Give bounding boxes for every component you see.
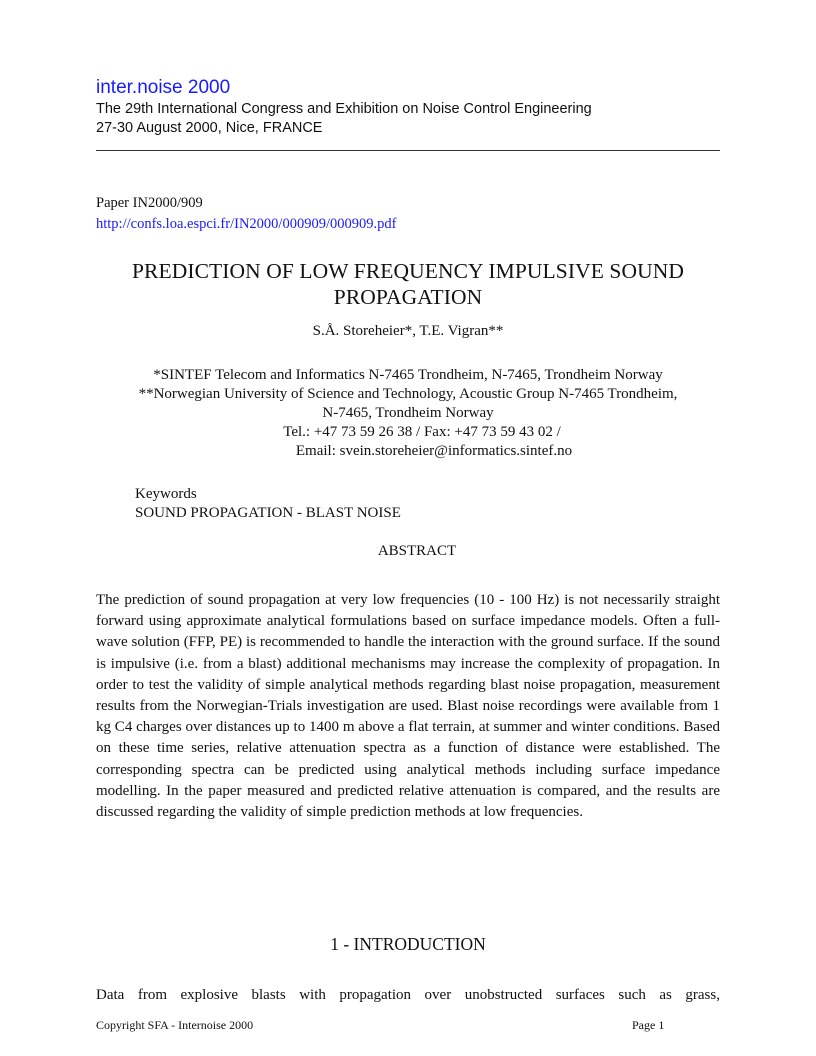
- keywords-value: SOUND PROPAGATION - BLAST NOISE: [135, 505, 401, 521]
- affiliation-line-1: *SINTEF Telecom and Informatics N-7465 Trondheim, N-7465, Trondheim Norway: [153, 367, 663, 383]
- header-divider: [96, 150, 720, 151]
- footer-copyright: Copyright SFA - Internoise 2000: [96, 1018, 254, 1032]
- conference-subtitle: The 29th International Congress and Exhibition on Noise Control Engineering: [96, 101, 592, 117]
- conference-name: inter.noise 2000: [96, 77, 231, 98]
- title-line-2: PROPAGATION: [333, 285, 483, 309]
- affiliation-line-2: **Norwegian University of Science and Technology, Acoustic Group N-7465 Trondheim,: [138, 386, 678, 402]
- affiliations: [96, 366, 720, 461]
- paper-id: Paper IN2000/909: [96, 195, 203, 211]
- title-line-1: PREDICTION OF LOW FREQUENCY IMPULSIVE SOUND: [132, 259, 684, 283]
- keywords-label: Keywords: [135, 486, 197, 502]
- contact-email: Email: svein.storeheier@informatics.sintef.no: [295, 443, 573, 459]
- abstract-heading: ABSTRACT: [377, 543, 457, 559]
- conference-header: [96, 76, 720, 138]
- affiliation-line-3: N-7465, Trondheim Norway: [322, 405, 494, 421]
- keywords-block: [135, 485, 401, 523]
- paper-url-link[interactable]: http://confs.loa.espci.fr/IN2000/000909/000909.pdf: [96, 216, 397, 232]
- conference-date-location: 27-30 August 2000, Nice, FRANCE: [96, 120, 323, 136]
- paper-identifier: [96, 193, 396, 235]
- paper-title: [96, 258, 720, 310]
- introduction-heading: 1 - INTRODUCTION: [330, 934, 486, 954]
- authors: S.Å. Storeheier*, T.E. Vigran**: [312, 323, 504, 339]
- abstract-text: The prediction of sound propagation at very low frequencies (10 - 100 Hz) is not necessarily straight forward using approximate analytical formulations based on surface impedance models. Often a full-wave solution (FFP, PE) is recommended to handle the interaction with the ground surface. If the sound is impulsive (i.e. from a blast) additional mechanisms may increase the complexity of propagation. In order to test the validity of simple analytical methods regarding blast noise propagation, measurement results from the Norwegian-Trials investigation are used. Blast noise recordings were available from 1 kg C4 charges over distances up to 1400 m above a flat terrain, at summer and winter conditions. Based on these time series, relative attenuation spectra as a function of distance were established. The corresponding spectra can be predicted using analytical methods including surface impedance modelling. In the paper measured and predicted relative attenuation is compared, and the results are discussed regarding the validity of simple prediction methods at low frequencies.: [96, 592, 720, 821]
- introduction-text: Data from explosive blasts with propagation over unobstructed surfaces such as grass,: [96, 987, 720, 1003]
- contact-phone-fax: Tel.: +47 73 59 26 38 / Fax: +47 73 59 43 02 /: [283, 424, 561, 440]
- footer-page-number: Page 1: [632, 1018, 665, 1032]
